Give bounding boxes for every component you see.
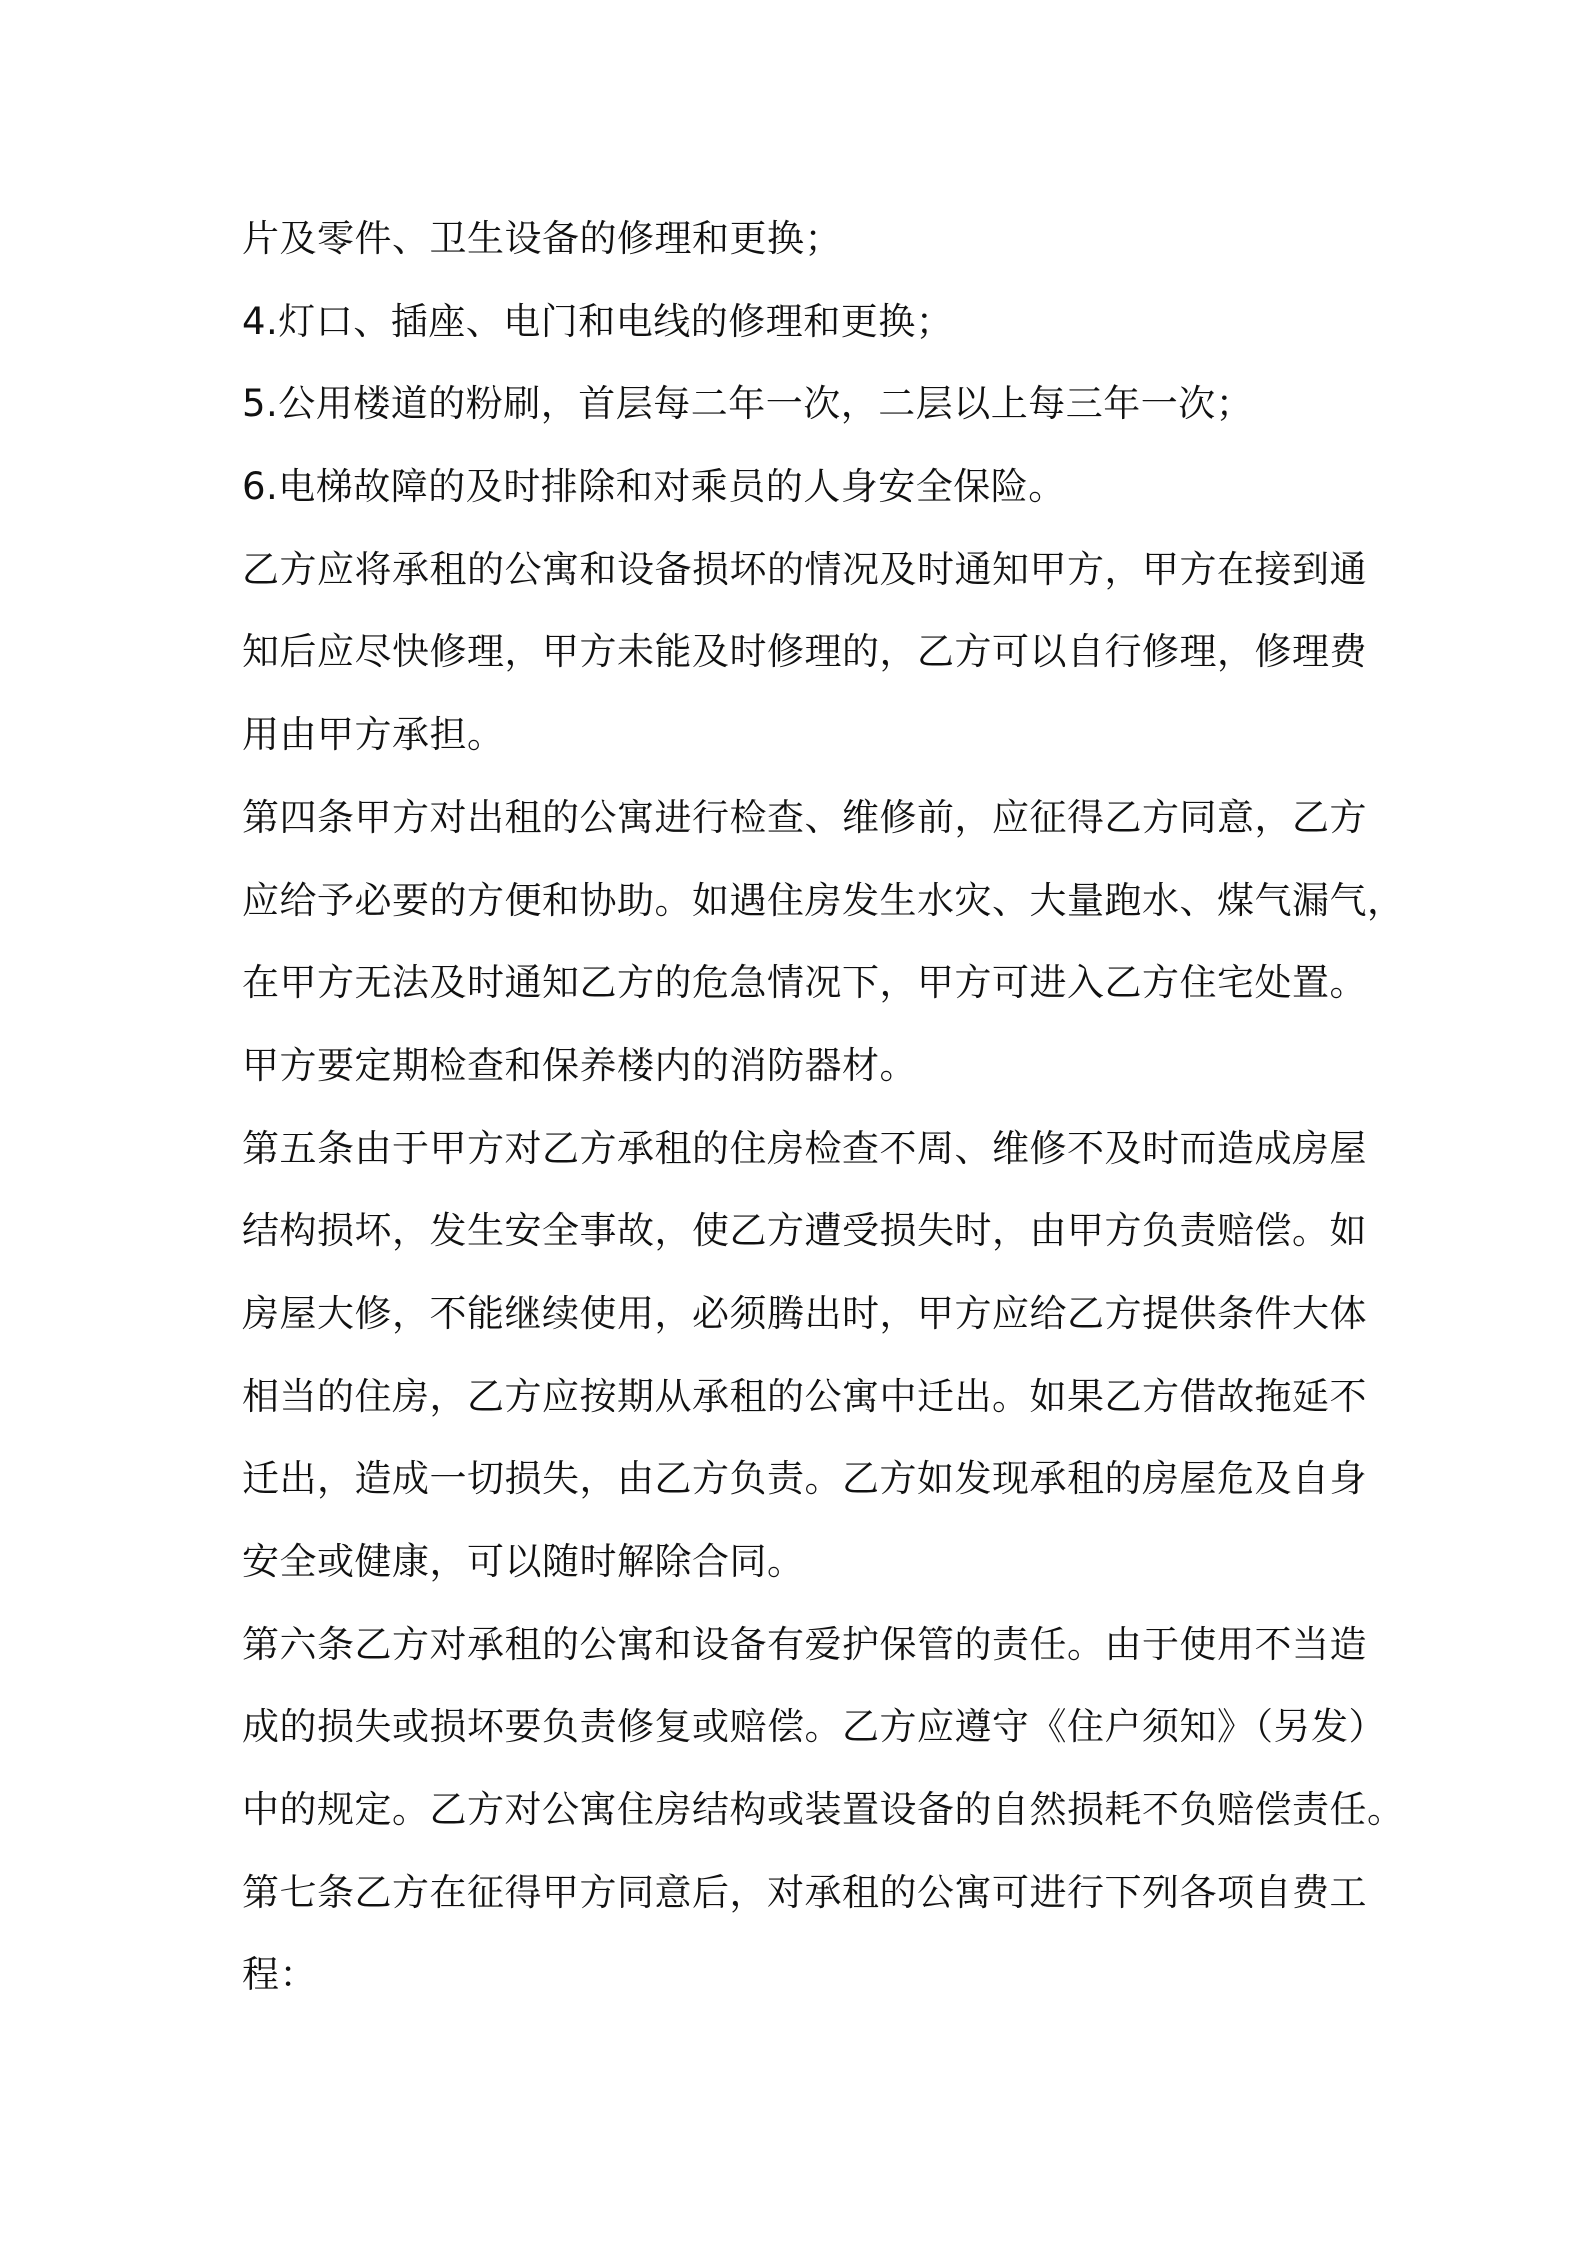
text-line: 应给予必要的方便和协助。如遇住房发生水灾、大量跑水、煤气漏气， [242,878,1405,922]
text-line: 乙方应将承租的公寓和设备损坏的情况及时通知甲方，甲方在接到通 [242,547,1367,591]
text-line: 5.公用楼道的粉刷，首层每二年一次，二层以上每三年一次； [242,382,1254,426]
text-line: 第四条甲方对出租的公寓进行检查、维修前，应征得乙方同意，乙方 [242,795,1367,839]
text-line: 知后应尽快修理，甲方未能及时修理的，乙方可以自行修理，修理费 [242,630,1367,674]
text-line: 中的规定。乙方对公寓住房结构或装置设备的自然损耗不负赔偿责任。 [242,1788,1405,1832]
text-line: 安全或健康，可以随时解除合同。 [242,1540,805,1583]
text-line: 结构损坏，发生安全事故，使乙方遭受损失时，由甲方负责赔偿。如 [242,1209,1367,1253]
text-line: 片及零件、卫生设备的修理和更换； [242,217,842,260]
text-line: 房屋大修，不能继续使用，必须腾出时，甲方应给乙方提供条件大体 [242,1291,1367,1335]
text-line: 6.电梯故障的及时排除和对乘员的人身安全保险。 [242,465,1066,509]
text-line: 程： [242,1953,317,1997]
text-line: 迁出，造成一切损失，由乙方负责。乙方如发现承租的房屋危及自身 [242,1457,1367,1501]
document-body [242,198,1405,2017]
text-line: 在甲方无法及时通知乙方的危急情况下，甲方可进入乙方住宅处置。 [242,961,1367,1005]
text-line: 甲方要定期检查和保养楼内的消防器材。 [242,1043,917,1087]
text-line: 4.灯口、插座、电门和电线的修理和更换； [242,299,954,343]
text-line: 第六条乙方对承租的公寓和设备有爱护保管的责任。由于使用不当造 [242,1622,1367,1666]
text-line: 用由甲方承担。 [242,713,505,757]
text-line: 成的损失或损坏要负责修复或赔偿。乙方应遵守《住户须知》（另发） [242,1705,1386,1749]
text-line: 第七条乙方在征得甲方同意后，对承租的公寓可进行下列各项自费工 [242,1870,1367,1914]
text-line: 相当的住房，乙方应按期从承租的公寓中迁出。如果乙方借故拖延不 [242,1374,1367,1418]
text-line: 第五条由于甲方对乙方承租的住房检查不周、维修不及时而造成房屋 [242,1126,1367,1170]
